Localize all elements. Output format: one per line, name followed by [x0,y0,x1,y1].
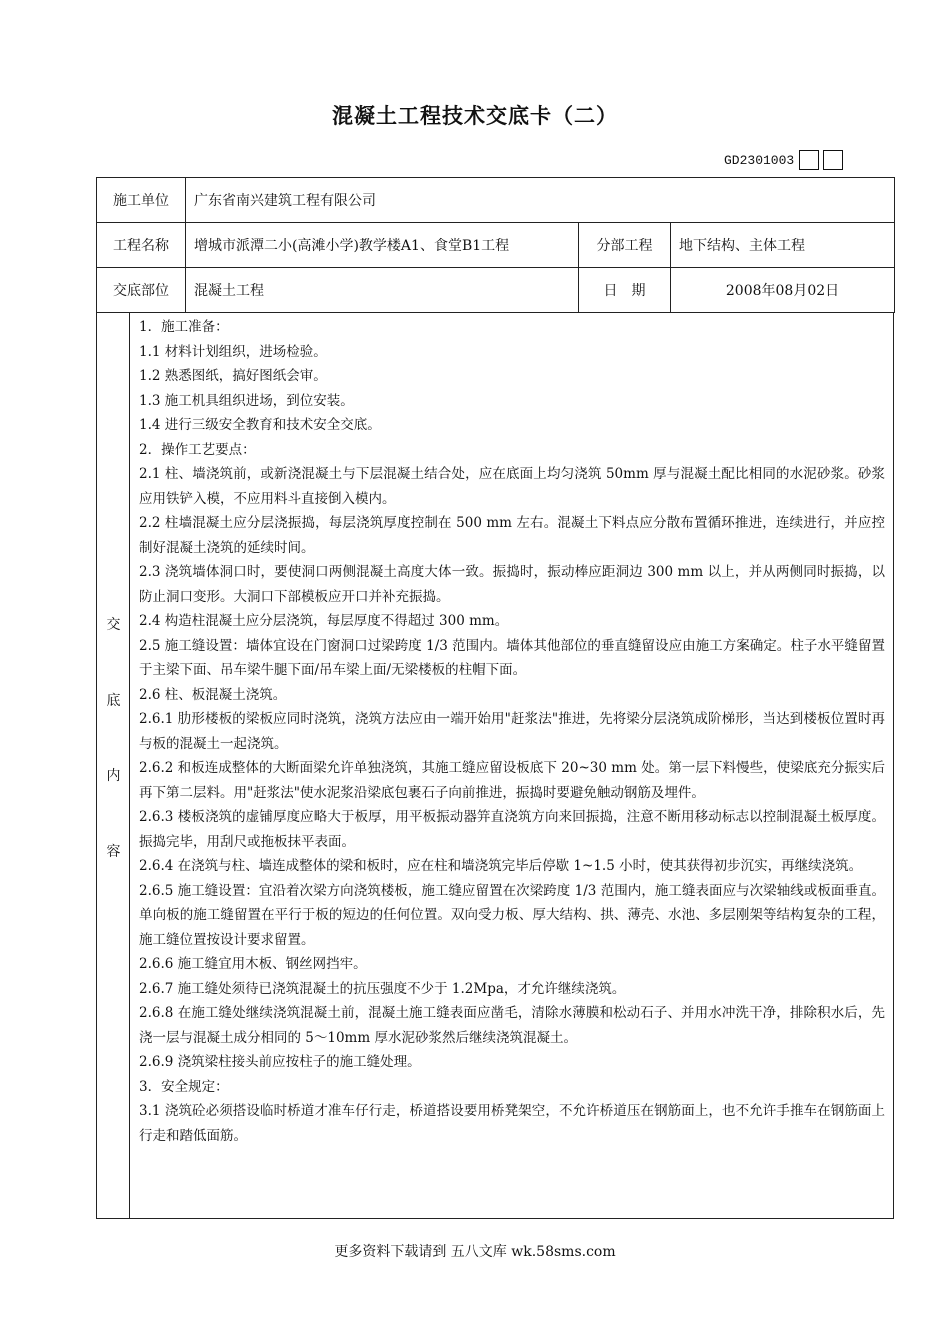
doc-code-row [724,148,843,172]
content-line: 2.6.6 施工缝宜用木板、钢丝网挡牢。 [139,956,367,972]
content-line: 2.6.4 在浇筑与柱、墙连成整体的梁和板时，应在柱和墙浇筑完毕后停歇 1~1.5 小时，使其获得初步沉实，再继续浇筑。 [139,858,863,874]
doc-code: GD2301003 [724,152,795,168]
project-label: 工程名称 [97,223,186,268]
content-box [96,313,894,1219]
content-line: 1.1 材料计划组织，进场检验。 [139,343,327,360]
division-label: 分部工程 [579,223,671,268]
side-char-3: 内 [106,768,121,784]
code-box-1 [799,150,819,170]
content-line: 2.6.2 和板连成整体的大断面梁允许单独浇筑，其施工缝应留设板底下 20~30 mm 处。第一层下料慢些，使梁底充分振实后再下第二层料。用"赶浆法"使水泥浆沿梁底包裹石子向前推进，振捣时要避免触动钢筋及埋件。 [139,760,885,801]
content-line: 2.6.5 施工缝设置：宜沿着次梁方向浇筑楼板，施工缝应留置在次梁跨度 1/3 范围内，施工缝表面应与次梁轴线或板面垂直。单向板的施工缝留置在平行于板的短边的任何位置。双向受力板、厚大结构、拱、薄壳、水池、多层刚架等结构复杂的工程，施工缝位置按设计要求留置。 [139,882,885,948]
content-line: 2.1 柱、墙浇筑前，或新浇混凝土与下层混凝土结合处，应在底面上均匀浇筑 50mm 厚与混凝土配比相同的水泥砂浆。砂浆应用铁铲入模，不应用料斗直接倒入模内。 [139,466,885,507]
content-line: 2.6 柱、板混凝土浇筑。 [139,686,287,703]
content-line: 1．施工准备： [139,319,229,335]
content-line: 3．安全规定： [139,1078,229,1095]
side-char-2: 底 [106,693,121,709]
content-line: 2.6.8 在施工缝处继续浇筑混凝土前，混凝土施工缝表面应凿毛，清除水薄膜和松动石子、并用水冲洗干净，排除积水后，先浇一层与混凝土成分相同的 5～10mm 厚水泥砂浆然后继续浇筑混凝土。 [139,1005,885,1046]
unit-value: 广东省南兴建筑工程有限公司 [186,178,895,223]
content-line: 2.2 柱墙混凝土应分层浇振捣，每层浇筑厚度控制在 500 mm 左右。混凝土下料点应分散布置循环推进，连续进行，并应控制好混凝土浇筑的延续时间。 [139,515,885,556]
content-line: 3.1 浇筑砼必须搭设临时桥道才准车仔行走，桥道搭设要用桥凳架空，不允许桥道压在钢筋面上，也不允许手推车在钢筋面上行走和踏低面筋。 [139,1103,885,1144]
part-value: 混凝土工程 [186,268,579,313]
side-label-column [97,313,130,1218]
date-value: 2008年08月02日 [671,268,895,313]
content-line: 2.5 施工缝设置：墙体宜设在门窗洞口过梁跨度 1/3 范围内。墙体其他部位的垂直缝留设应由施工方案确定。柱子水平缝留置于主梁下面、吊车梁牛腿下面/吊车梁上面/无梁楼板的柱帽下面。 [139,637,885,678]
content-text [139,315,885,1148]
content-line: 2.6.7 施工缝处须待已浇筑混凝土的抗压强度不少于 1.2Mpa，才允许继续浇筑。 [139,980,626,997]
header-table [96,177,895,313]
content-line: 2.4 构造柱混凝土应分层浇筑，每层厚度不得超过 300 mm。 [139,613,509,629]
unit-label: 施工单位 [97,178,186,223]
part-label: 交底部位 [97,268,186,313]
content-line: 2.3 浇筑墙体洞口时，要使洞口两侧混凝土高度大体一致。振捣时，振动棒应距洞边 300 mm 以上，并从两侧同时振捣，以防止洞口变形。大洞口下部模板应开口并补充振捣。 [139,564,885,605]
content-line: 2.6.3 楼板浇筑的虚铺厚度应略大于板厚，用平板振动器笄直浇筑方向来回振捣，注意不断用移动标志以控制混凝土板厚度。振捣完毕，用刮尺或拖板抹平表面。 [139,809,885,850]
content-line: 1.3 施工机具组织进场，到位安装。 [139,392,354,409]
side-char-1: 交 [106,617,121,633]
footer-text: 更多资料下载请到 五八文库 wk.58sms.com [334,1244,616,1260]
content-line: 1.4 进行三级安全教育和技术安全交底。 [139,417,381,433]
content-line: 2.6.9 浇筑梁柱接头前应按柱子的施工缝处理。 [139,1054,421,1070]
date-label: 日 期 [579,268,671,313]
content-line: 2.6.1 肋形楼板的梁板应同时浇筑，浇筑方法应由一端开始用"赶浆法"推进，先将梁分层浇筑成阶梯形，当达到楼板位置时再与板的混凝土一起浇筑。 [139,711,885,752]
code-box-2 [823,150,843,170]
page-title: 混凝土工程技术交底卡（二） [332,104,618,128]
content-line: 1.2 熟悉图纸，搞好图纸会审。 [139,368,327,384]
side-char-4: 容 [106,844,121,860]
division-value: 地下结构、主体工程 [671,223,895,268]
project-value: 增城市派潭二小(高滩小学)教学楼A1、食堂B1工程 [186,223,579,268]
content-line: 2．操作工艺要点： [139,441,256,458]
